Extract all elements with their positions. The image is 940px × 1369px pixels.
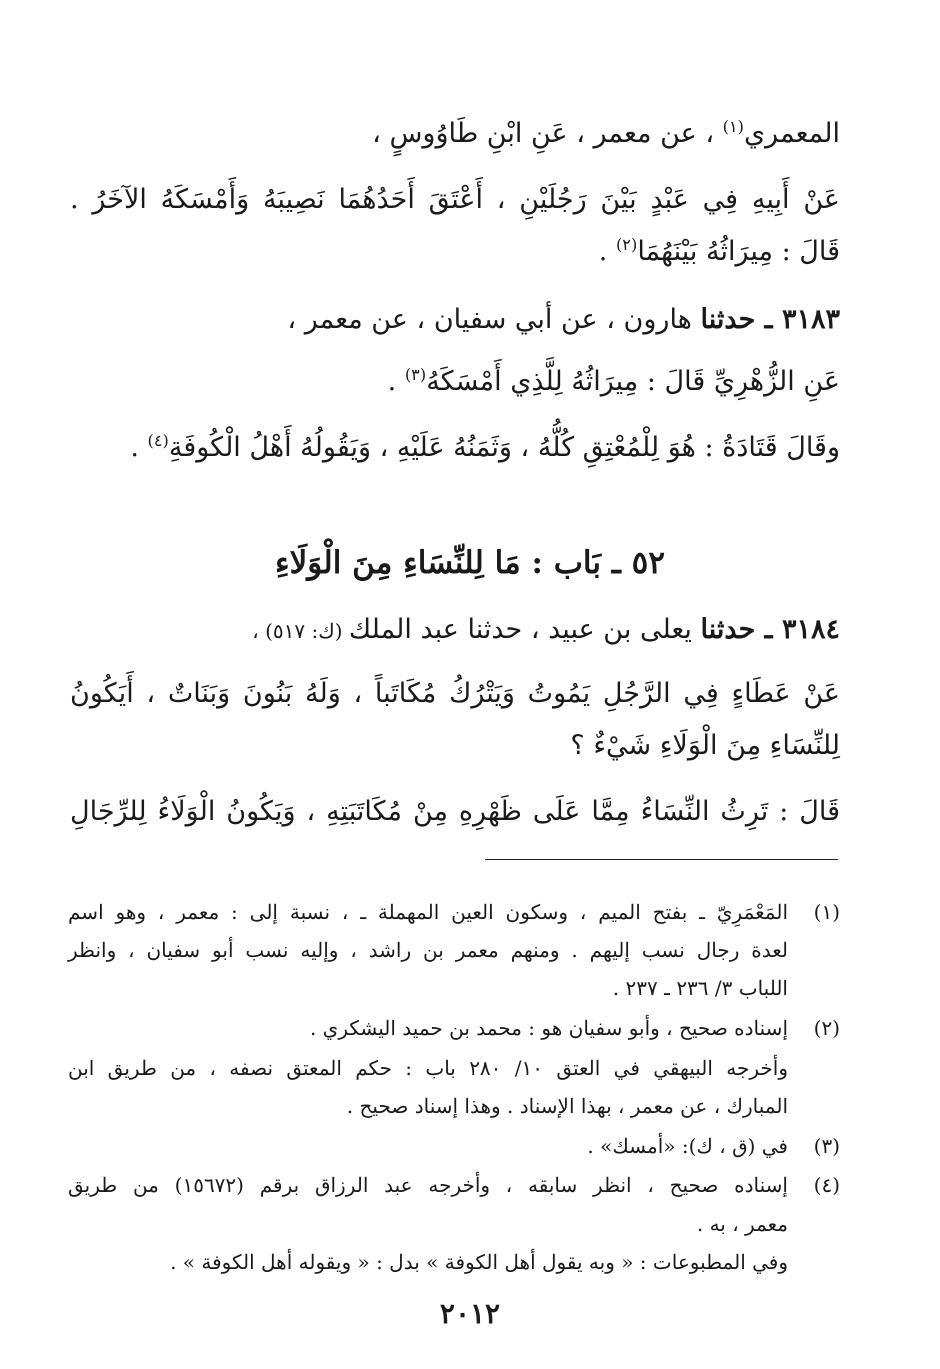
text-segment: ، عن معمر ، عَنِ ابْنِ طَاوُوسٍ ،: [372, 118, 723, 149]
footnote-3-line-1: في (ق ، ك): «أمسك» .: [587, 1134, 788, 1158]
footnote-marker-3[interactable]: (٣): [404, 365, 427, 384]
text-segment: .: [598, 236, 616, 267]
chapter-heading: ٥٢ ـ بَاب : مَا لِلنِّسَاءِ مِنَ الْوَلَاءِ: [275, 545, 665, 581]
text-line-10: لِلنِّسَاءِ مِنَ الْوَلَاءِ شَيْءٌ ؟: [570, 730, 840, 761]
footnote-1-line-3: اللباب ٣/ ٢٣٦ ـ ٢٣٧ .: [612, 976, 788, 1000]
footnote-number-3: (٣): [813, 1134, 840, 1158]
footnote-marker-2[interactable]: (٢): [615, 235, 638, 254]
text-line-1: [70, 118, 840, 149]
text-line-3: [70, 236, 840, 267]
hadith-3184-header: [70, 614, 840, 645]
footnote-number-4: (٤): [813, 1173, 840, 1197]
footnote-1-line-2: لعدة رجال نسب إليهم . ومنهم معمر بن راشد ، وإليه نسب أبو سفيان ، وانظر: [68, 938, 788, 962]
text-line-9: عَنْ عَطَاءٍ فِي الرَّجُلِ يَمُوتُ وَيَتْرُكُ مُكَاتَباً ، وَلَهُ بَنُونَ وَبَنَاتٌ ، أَيَكُونُ: [70, 678, 840, 709]
text-line-11: قَالَ : تَرِثُ النِّسَاءُ مِمَّا عَلَى ظَهْرِهِ مِنْ مُكَاتَبَتِهِ ، وَيَكُونُ الْوَلَاءُ لِلرِّجَالِ: [70, 796, 840, 827]
text-line-5: [70, 366, 840, 397]
footnote-4-line-1: إسناده صحيح ، انظر سابقه ، وأخرجه عبد الرزاق برقم (١٥٦٧٢) من طريق: [68, 1173, 788, 1197]
text-segment: وقَالَ قَتَادَةُ : هُوَ لِلْمُعْتِقِ كُلُّهُ ، وَثَمَنُهُ عَلَيْهِ ، وَيَقُولُهُ أَهْلُ الْكُوفَةِ: [168, 432, 840, 463]
text-segment: .: [387, 366, 405, 397]
footnote-4-line-3: وفي المطبوعات : « وبه يقول أهل الكوفة » بدل : « ويقوله أهل الكوفة » .: [170, 1250, 788, 1274]
footnote-marker-4[interactable]: (٤): [147, 431, 169, 450]
text-segment: عَنِ الزُّهْرِيِّ قَالَ : مِيرَاثُهُ لِلَّذِي أَمْسَكَهُ: [426, 366, 840, 397]
isnad-text: هارون ، عن أبي سفيان ، عن معمر ،: [287, 304, 701, 335]
footnote-number-2: (٢): [813, 1016, 840, 1040]
text-segment: قَالَ : مِيرَاثُهُ بَيْنَهُمَا: [637, 236, 840, 267]
footnote-2-line-3: المبارك ، عن معمر ، بهذا الإسناد . وهذا إسناد صحيح .: [346, 1094, 788, 1118]
text-line-6: [70, 432, 840, 463]
footnote-2-line-1: إسناده صحيح ، وأبو سفيان هو : محمد بن حميد اليشكري .: [309, 1016, 788, 1040]
footnote-4-line-2: معمر ، به .: [696, 1212, 788, 1236]
hadith-number: ٣١٨٣ ـ حدثنا: [700, 304, 840, 335]
text-segment: المعمري: [743, 118, 840, 149]
text-line-2: عَنْ أَبِيهِ فِي عَبْدٍ بَيْنَ رَجُلَيْنِ ، أَعْتَقَ أَحَدُهُمَا نَصِيبَهُ وَأَمْسَكَهُ الآخَرُ .: [70, 184, 840, 215]
footnote-2-line-2: وأخرجه البيهقي في العتق ١٠/ ٢٨٠ باب : حكم المعتق نصفه ، من طريق ابن: [68, 1056, 788, 1080]
text-segment: .: [130, 432, 148, 463]
hadith-3183-header: [70, 304, 840, 335]
hadith-number: ٣١٨٤ ـ حدثنا: [700, 614, 840, 645]
footnote-1-line-1: المَعْمَرِيّ ـ بفتح الميم ، وسكون العين المهملة ـ ، نسبة إلى : معمر ، وهو اسم: [68, 900, 788, 924]
footnote-separator: [485, 859, 838, 860]
page-number: ٢٠١٢: [439, 1297, 501, 1330]
footnote-marker-1[interactable]: (١): [722, 117, 744, 136]
isnad-text: يعلى بن عبيد ، حدثنا عبد الملك: [348, 614, 701, 645]
manuscript-reference: (ك: ٥١٧) ،: [252, 619, 349, 643]
footnote-number-1: (١): [813, 900, 840, 924]
